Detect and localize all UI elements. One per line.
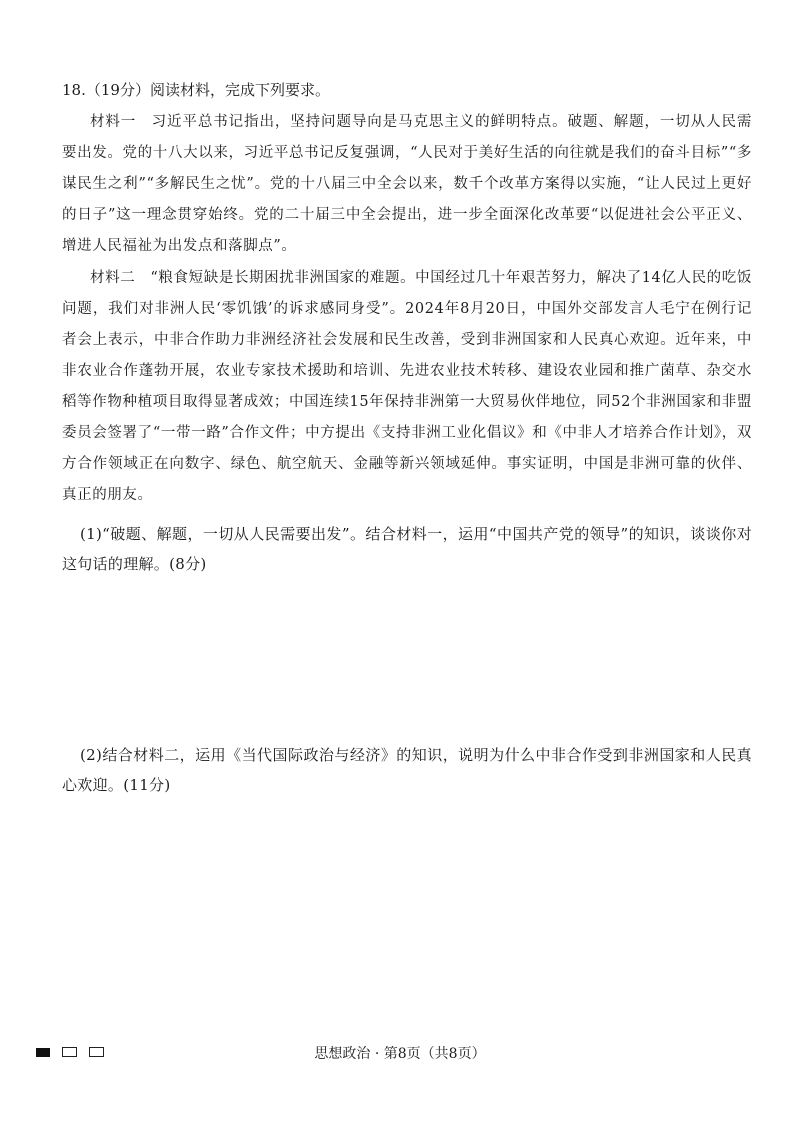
material-one xyxy=(62,107,752,262)
material-two-text: “粮食短缺是长期困扰非洲国家的难题。中国经过几十年艰苦努力，解决了14亿人民的吃饭问题，我们对非洲人民‘零饥饿’的诉求感同身受”。2024年8月20日，中国外交部发言人毛宁在例行记者会上表示，中非合作助力非洲经济社会发展和民生改善，受到非洲国家和人民真心欢迎。近年来，中非农业合作蓬勃开展，农业专家技术援助和培训、先进农业技术转移、建设农业园和推广菌草、杂交水稻等作物种植项目取得显著成效；中国连续15年保持非洲第一大贸易伙伴地位，同52个非洲国家和非盟委员会签署了“一带一路”合作文件；中方提出《支持非洲工业化倡议》和《中非人才培养合作计划》，双方合作领域正在向数字、绿色、航空航天、金融等新兴领域延伸。事实证明，中国是非洲可靠的伙伴、真正的朋友。 xyxy=(62,270,752,503)
sub-question-1: (1)“破题、解题，一切从人民需要出发”。结合材料一，运用“中国共产党的领导”的知识，谈谈你对这句话的理解。(8分) xyxy=(62,525,752,573)
page-footer: 思想政治 · 第8页（共8页） xyxy=(314,1046,486,1062)
question-header: 18.（19分）阅读材料，完成下列要求。 xyxy=(62,81,330,99)
material-two-label: 材料二 xyxy=(90,270,136,286)
material-one-label: 材料一 xyxy=(90,114,137,130)
material-one-text: 习近平总书记指出，坚持问题导向是马克思主义的鲜明特点。破题、解题，一切从人民需要出发。党的十八大以来，习近平总书记反复强调，“人民对于美好生活的向往就是我们的奋斗目标”“多谋民生之利”“多解民生之忧”。党的十八届三中全会以来，数千个改革方案得以实施，“让人民过上更好的日子”这一理念贯穿始终。党的二十届三中全会提出，进一步全面深化改革要“以促进社会公平正义、增进人民福祉为出发点和落脚点”。 xyxy=(62,114,752,254)
material-two xyxy=(62,263,752,511)
sub-question-2: (2)结合材料二，运用《当代国际政治与经济》的知识，说明为什么中非合作受到非洲国家和人民真心欢迎。(11分) xyxy=(62,746,752,794)
